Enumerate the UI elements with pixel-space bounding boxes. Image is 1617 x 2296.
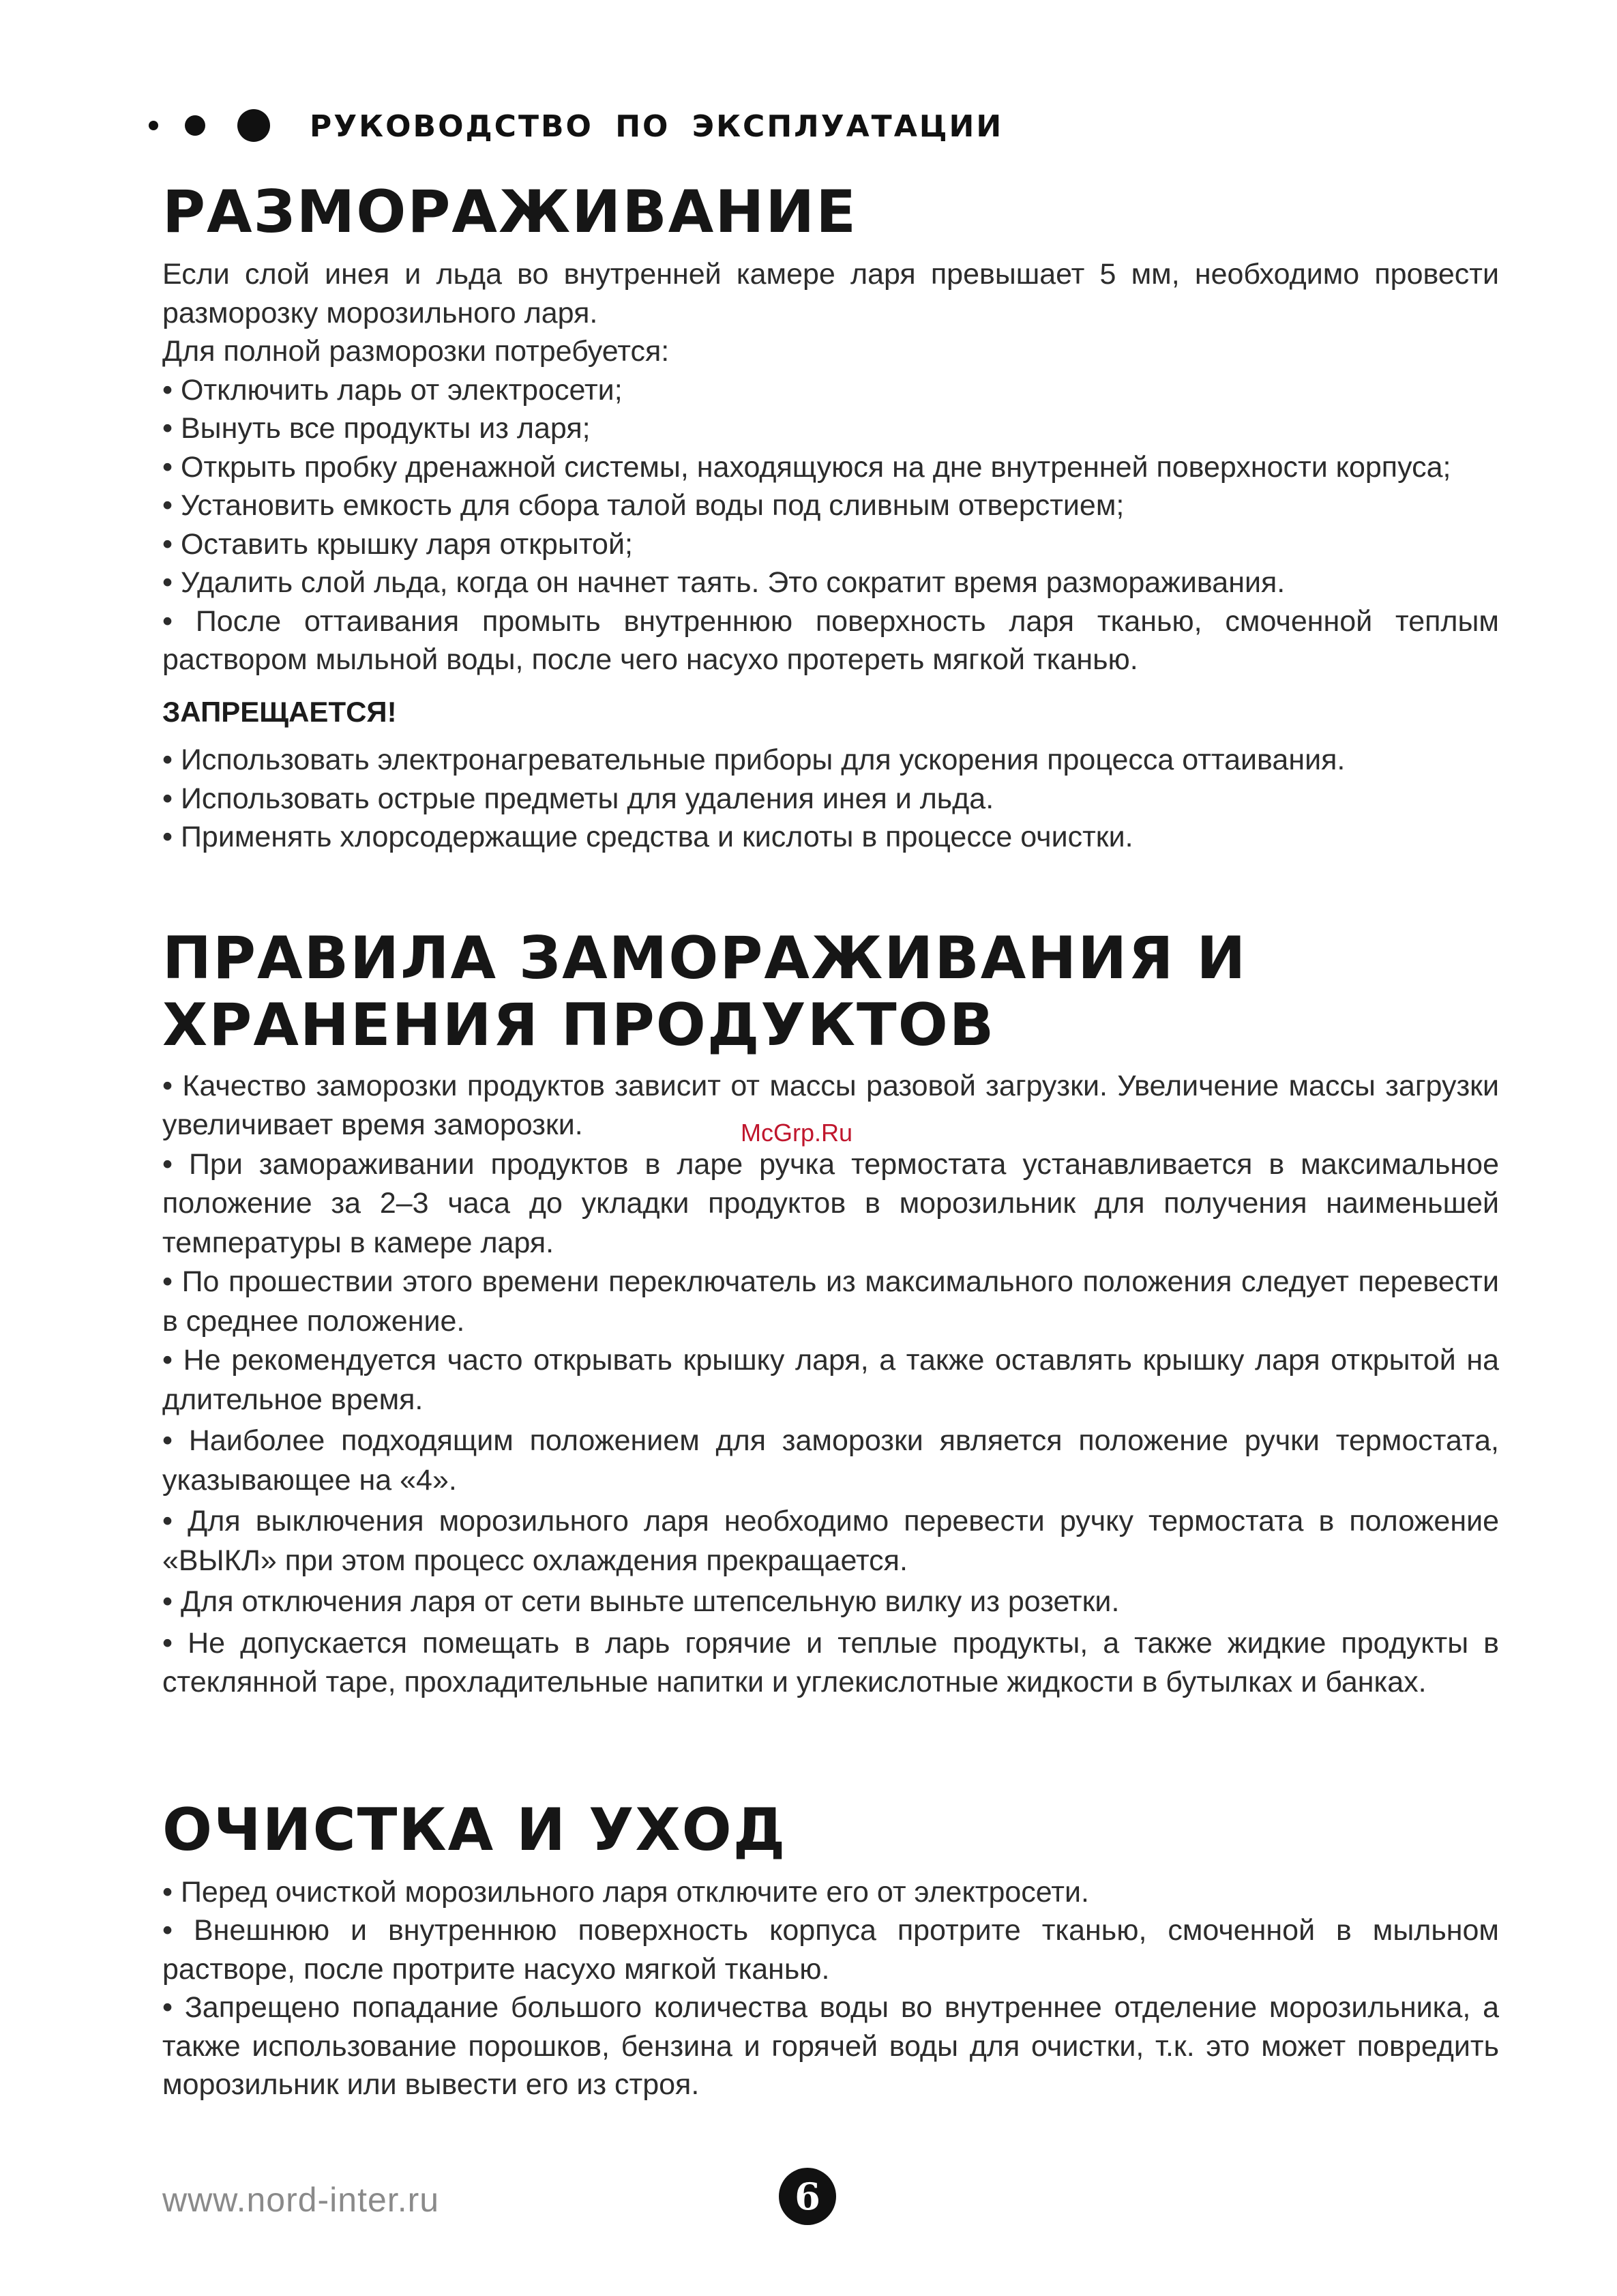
list-item: • Наиболее подходящим положением для заморозки является положение ручки термостата, указывающее на «4». [162, 1424, 1499, 1497]
list-item: • По прошествии этого времени переключатель из максимального положения следует перевести в среднее положение. [162, 1265, 1499, 1338]
list-item: • Для выключения морозильного ларя необходимо перевести ручку термостата в положение «ВЫКЛ» при этом процесс охлаждения прекращается. [162, 1505, 1499, 1577]
medium-dot-icon [185, 115, 205, 136]
list-item: • Применять хлорсодержащие средства и кислоты в процессе очистки. [162, 821, 1133, 853]
list-item: • Использовать острые предметы для удаления инея и льда. [162, 782, 994, 815]
list-item: • Перед очисткой морозильного ларя отключите его от электросети. [162, 1875, 1089, 1909]
paragraph: Если слой инея и льда во внутренней камере ларя превышает 5 мм, необходимо провести разморозку морозильного ларя. [162, 258, 1499, 329]
forbidden-heading: ЗАПРЕЩАЕТСЯ! [162, 695, 397, 728]
list-item: • Открыть пробку дренажной системы, находящуюся на дне внутренней поверхности корпуса; [162, 450, 1451, 484]
footer-url: www.nord-inter.ru [162, 2181, 440, 2219]
list-item: • Не допускается помещать в ларь горячие и теплые продукты, а также жидкие продукты в стеклянной таре, прохладительные напитки и углекислотные жидкости в бутылках и банках. [162, 1626, 1499, 1698]
small-dot-icon [149, 121, 158, 130]
list-item: • При замораживании продуктов в ларе ручка термостата устанавливается в максимальное положение за 2–3 часа до укладки продуктов в морозильник для получения наименьшей температуры в камере ларя. [162, 1147, 1499, 1259]
large-dot-icon [237, 109, 270, 142]
page-number: 6 [779, 2168, 836, 2225]
list-item: • Отключить ларь от электросети; [162, 373, 623, 407]
list-item: • Использовать электронагревательные приборы для ускорения процесса оттаивания. [162, 744, 1346, 776]
list-item: • Запрещено попадание большого количества воды во внутреннее отделение морозильника, а также использование порошков, бензина и горячей воды для очистки, т.к. это может повредить морозильник или вывести его из строя. [162, 1991, 1499, 2101]
section-defrost [162, 179, 1499, 857]
list-item: • Вынуть все продукты из ларя; [162, 412, 591, 445]
section-title-defrost: РАЗМОРАЖИВАНИЕ [162, 178, 858, 246]
watermark: McGrp.Ru [741, 1119, 853, 1147]
section-freezing [162, 925, 1499, 1703]
list-item: • Оставить крышку ларя открытой; [162, 527, 633, 561]
page-header [149, 102, 1172, 150]
list-item: • После оттаивания промыть внутреннюю поверхность ларя тканью, смоченной теплым раствором мыльной воды, после чего насухо протереть мягкой тканью. [162, 604, 1499, 676]
section-title-freezing: ПРАВИЛА ЗАМОРАЖИВАНИЯ И ХРАНЕНИЯ ПРОДУКТОВ [162, 924, 1247, 1059]
list-item: • Установить емкость для сбора талой воды под сливным отверстием; [162, 489, 1125, 522]
list-item: • Удалить слой льда, когда он начнет таять. Это сократит время размораживания. [162, 566, 1286, 599]
list-item: • Для отключения ларя от сети выньте штепсельную вилку из розетки. [162, 1585, 1120, 1618]
list-item: • Качество заморозки продуктов зависит от массы разовой загрузки. Увеличение массы загрузки увеличивает время заморозки. [162, 1069, 1499, 1141]
list-item: • Не рекомендуется часто открывать крышку ларя, а также оставлять крышку ларя открытой на длительное время. [162, 1344, 1499, 1416]
section-cleaning [162, 1797, 1499, 2104]
section-title-cleaning: ОЧИСТКА И УХОД [162, 1795, 787, 1864]
paragraph: Для полной разморозки потребуется: [162, 335, 670, 368]
header-title: РУКОВОДСТВО ПО ЭКСПЛУАТАЦИИ [310, 109, 1004, 144]
list-item: • Внешнюю и внутреннюю поверхность корпуса протрите тканью, смоченной в мыльном растворе, после протрите насухо мягкой тканью. [162, 1914, 1499, 1986]
